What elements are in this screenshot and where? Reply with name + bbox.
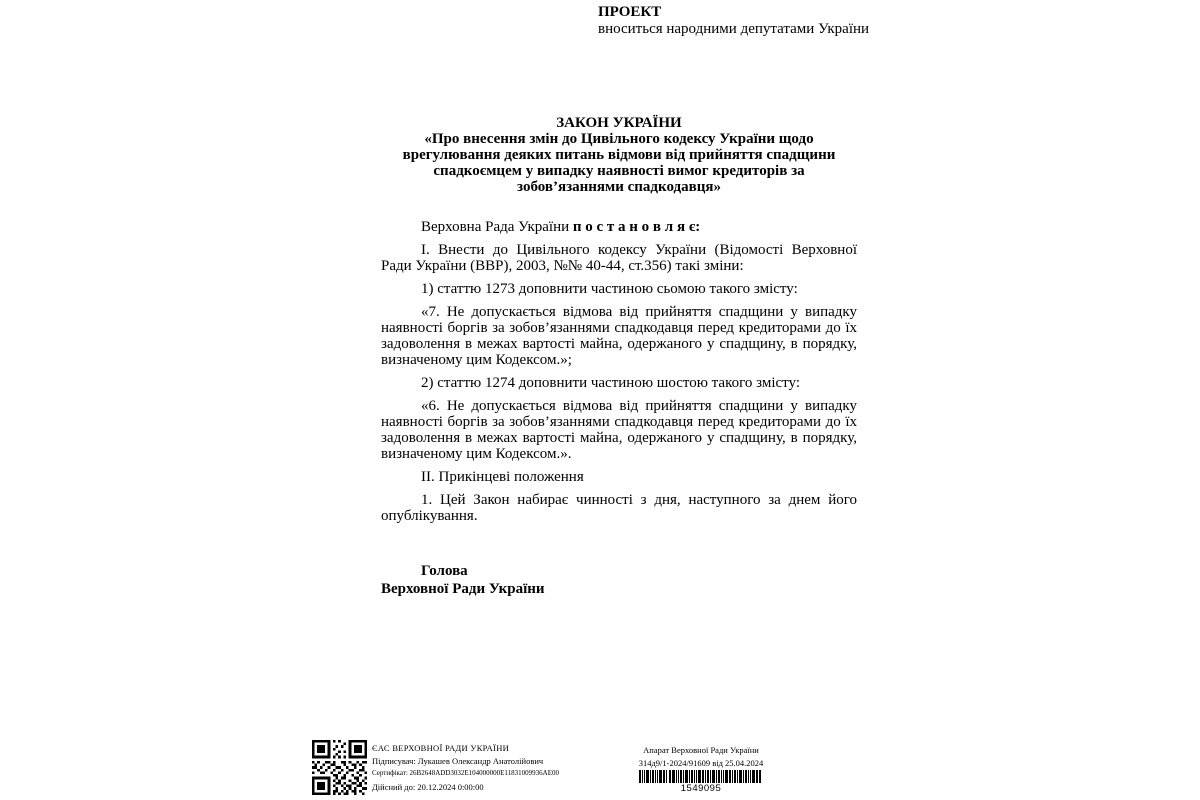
enactment-verb: п о с т а н о в л я є:: [572, 219, 701, 235]
document-number: 314д9/1-2024/91609 від 25.04.2024: [638, 757, 764, 768]
registration-block: [622, 746, 780, 794]
paragraph-part-6-text: «6. Не допускається відмова від прийняття спадщини у випадку наявності боргів за зобов’язаннями спадкодавця перед кредиторами до їх задоволення в межах вартості майна, одержаного у спадщину, в порядку, визначеному цим Кодексом.».: [381, 398, 857, 462]
law-subtitle: «Про внесення змін до Цивільного кодексу України щодо врегулювання деяких питань відмови від прийняття спадщини спадкоємцем у випадку наявності вимог кредиторів за зобов’язаннями спадкодавця»: [402, 131, 836, 195]
eas-signer-line: Підписувач: Лукашев Олександр Анатолійович: [372, 755, 544, 766]
eas-signature-block: [372, 744, 559, 792]
document-body: [381, 115, 857, 598]
paragraph-final-provisions-heading: ІІ. Прикінцеві положення: [421, 469, 584, 485]
eas-certificate-line: Сертифікат: 26B2648ADD3032E104000000E11831009936AE00: [372, 769, 559, 777]
paragraph-article-1273: 1) статтю 1273 доповнити частиною сьомою такого змісту:: [421, 281, 798, 297]
signature-block: [381, 563, 857, 598]
signature-title: Голова: [421, 563, 468, 579]
office-name: Апарат Верховної Ради України: [643, 745, 759, 755]
project-label: ПРОЕКТ: [598, 4, 662, 20]
paragraph-amendment-intro: І. Внести до Цивільного кодексу України (Відомості Верховної Ради України (ВВР), 2003, №№ 40-44, ст.356) такі зміни:: [381, 242, 857, 274]
enactment-clause: [381, 219, 857, 235]
eas-validity-line: Дійсний до: 20.12.2024 0:00:00: [372, 782, 484, 792]
paragraph-part-7-text: «7. Не допускається відмова від прийняття спадщини у випадку наявності боргів за зобов’язаннями спадкодавця перед кредиторами до їх задоволення в межах вартості майна, одержаного у спадщину, в порядку, визначеному цим Кодексом.»;: [381, 304, 857, 368]
project-stamp: [598, 4, 869, 38]
paragraph-entry-into-force: 1. Цей Закон набирає чинності з дня, наступного за днем його опублікування.: [381, 492, 857, 524]
enactment-prefix: Верховна Рада України: [421, 219, 573, 235]
barcode: [639, 770, 763, 783]
signature-org: Верховної Ради України: [381, 580, 545, 597]
paragraph-article-1274: 2) статтю 1274 доповнити частиною шостою такого змісту:: [421, 375, 800, 391]
qr-code-icon: [312, 740, 367, 795]
barcode-number: 1549095: [680, 783, 722, 794]
eas-title: ЄАС ВЕРХОВНОЇ РАДИ УКРАЇНИ: [372, 743, 510, 753]
law-title: ЗАКОН УКРАЇНИ: [556, 115, 682, 131]
submitted-by-label: вноситься народними депутатами України: [598, 21, 870, 37]
